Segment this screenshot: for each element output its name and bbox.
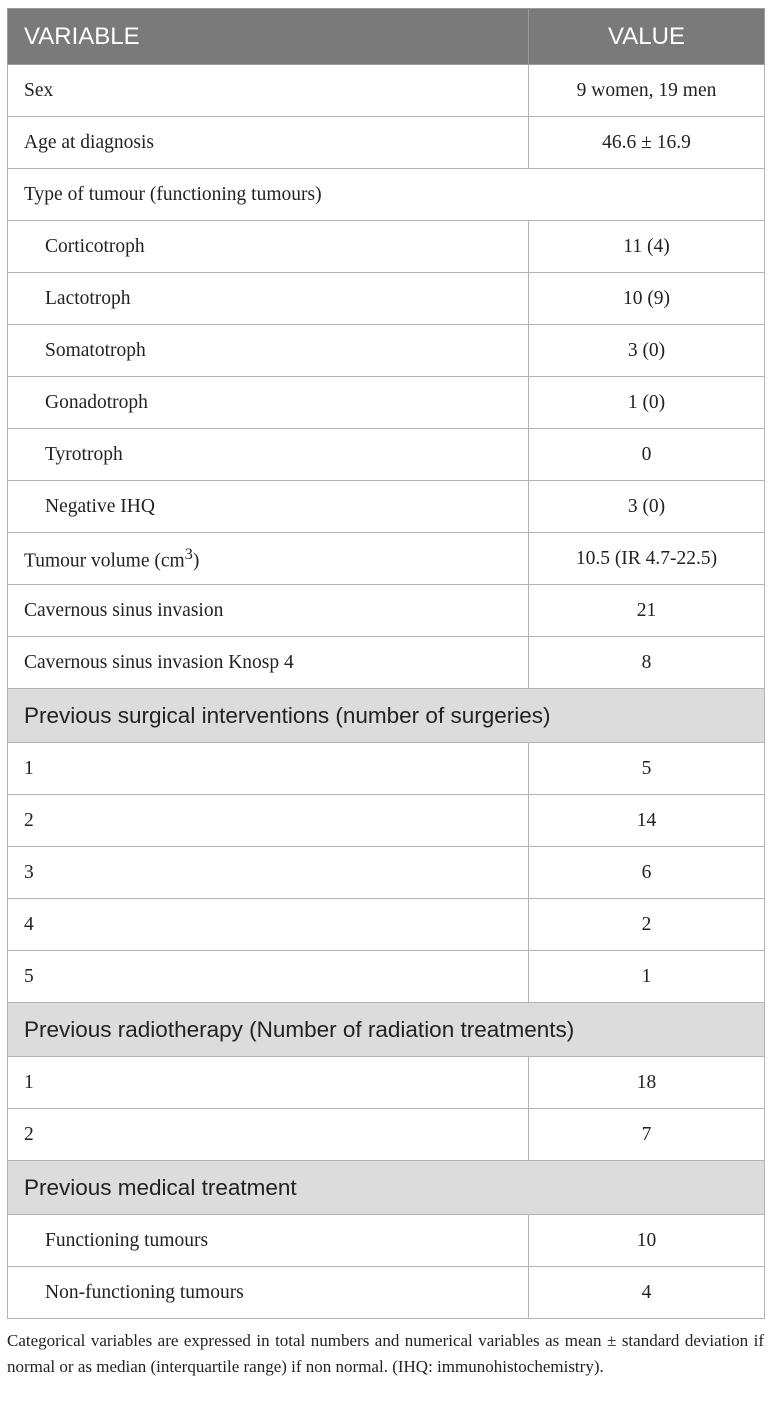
section-title: Previous medical treatment	[8, 1161, 765, 1215]
table-row	[8, 637, 765, 689]
row-value: 3 (0)	[529, 325, 765, 377]
row-label: Non-functioning tumours	[8, 1267, 529, 1319]
table-row	[8, 585, 765, 637]
row-label: 2	[8, 1109, 529, 1161]
row-value: 10 (9)	[529, 273, 765, 325]
row-label: Somatotroph	[8, 325, 529, 377]
row-value: 4	[529, 1267, 765, 1319]
section-header-radiotherapy	[8, 1003, 765, 1057]
table-row	[8, 533, 765, 585]
row-label: Cavernous sinus invasion	[8, 585, 529, 637]
table-row	[8, 325, 765, 377]
row-label: Cavernous sinus invasion Knosp 4	[8, 637, 529, 689]
row-value: 18	[529, 1057, 765, 1109]
row-label: Age at diagnosis	[8, 117, 529, 169]
row-label: 1	[8, 1057, 529, 1109]
row-value: 11 (4)	[529, 221, 765, 273]
row-value: 3 (0)	[529, 481, 765, 533]
table-row	[8, 899, 765, 951]
row-label: Negative IHQ	[8, 481, 529, 533]
row-value: 46.6 ± 16.9	[529, 117, 765, 169]
volume-unit-exponent: 3	[184, 544, 193, 563]
row-label: Functioning tumours	[8, 1215, 529, 1267]
volume-label-end: )	[192, 550, 200, 572]
table-row	[8, 743, 765, 795]
row-value: 5	[529, 743, 765, 795]
value-column-header: VALUE	[529, 9, 765, 65]
section-title: Previous radiotherapy (Number of radiation treatments)	[8, 1003, 765, 1057]
row-label: Gonadotroph	[8, 377, 529, 429]
table-row	[8, 65, 765, 117]
table-row	[8, 847, 765, 899]
table-row	[8, 117, 765, 169]
row-value: 0	[529, 429, 765, 481]
table-row	[8, 273, 765, 325]
row-value: 8	[529, 637, 765, 689]
row-value: 1 (0)	[529, 377, 765, 429]
table-row	[8, 377, 765, 429]
row-value: 10	[529, 1215, 765, 1267]
table-row	[8, 795, 765, 847]
row-label: 1	[8, 743, 529, 795]
row-value: 2	[529, 899, 765, 951]
row-label: 3	[8, 847, 529, 899]
group-label: Type of tumour (functioning tumours)	[8, 169, 765, 221]
table-row	[8, 169, 765, 221]
table-row	[8, 1057, 765, 1109]
table-row	[8, 429, 765, 481]
row-value: 21	[529, 585, 765, 637]
row-label: 2	[8, 795, 529, 847]
row-value: 14	[529, 795, 765, 847]
table-row	[8, 951, 765, 1003]
row-value: 9 women, 19 men	[529, 65, 765, 117]
variable-column-header: VARIABLE	[8, 9, 529, 65]
table-header-row	[8, 9, 765, 65]
table-footnote: Categorical variables are expressed in total numbers and numerical variables as mean ± standard deviation if normal or as median (interquartile range) if non normal. (IHQ: immunohistochemistry).	[7, 1331, 764, 1376]
row-label: 4	[8, 899, 529, 951]
volume-label: Tumour volume (cm	[24, 550, 185, 572]
row-label: Lactotroph	[8, 273, 529, 325]
row-label: Tyrotroph	[8, 429, 529, 481]
section-header-medical	[8, 1161, 765, 1215]
table-row	[8, 1109, 765, 1161]
section-header-surgery	[8, 689, 765, 743]
row-value: 10.5 (IR 4.7-22.5)	[529, 533, 765, 585]
table-row	[8, 481, 765, 533]
row-value: 7	[529, 1109, 765, 1161]
table-row	[8, 1215, 765, 1267]
row-label: Corticotroph	[8, 221, 529, 273]
row-value: 6	[529, 847, 765, 899]
row-label: 5	[8, 951, 529, 1003]
row-value: 1	[529, 951, 765, 1003]
table-row	[8, 221, 765, 273]
table-row	[8, 1267, 765, 1319]
characteristics-table	[7, 8, 765, 1319]
row-label: Sex	[8, 65, 529, 117]
section-title: Previous surgical interventions (number of surgeries)	[8, 689, 765, 743]
row-label	[8, 533, 529, 585]
